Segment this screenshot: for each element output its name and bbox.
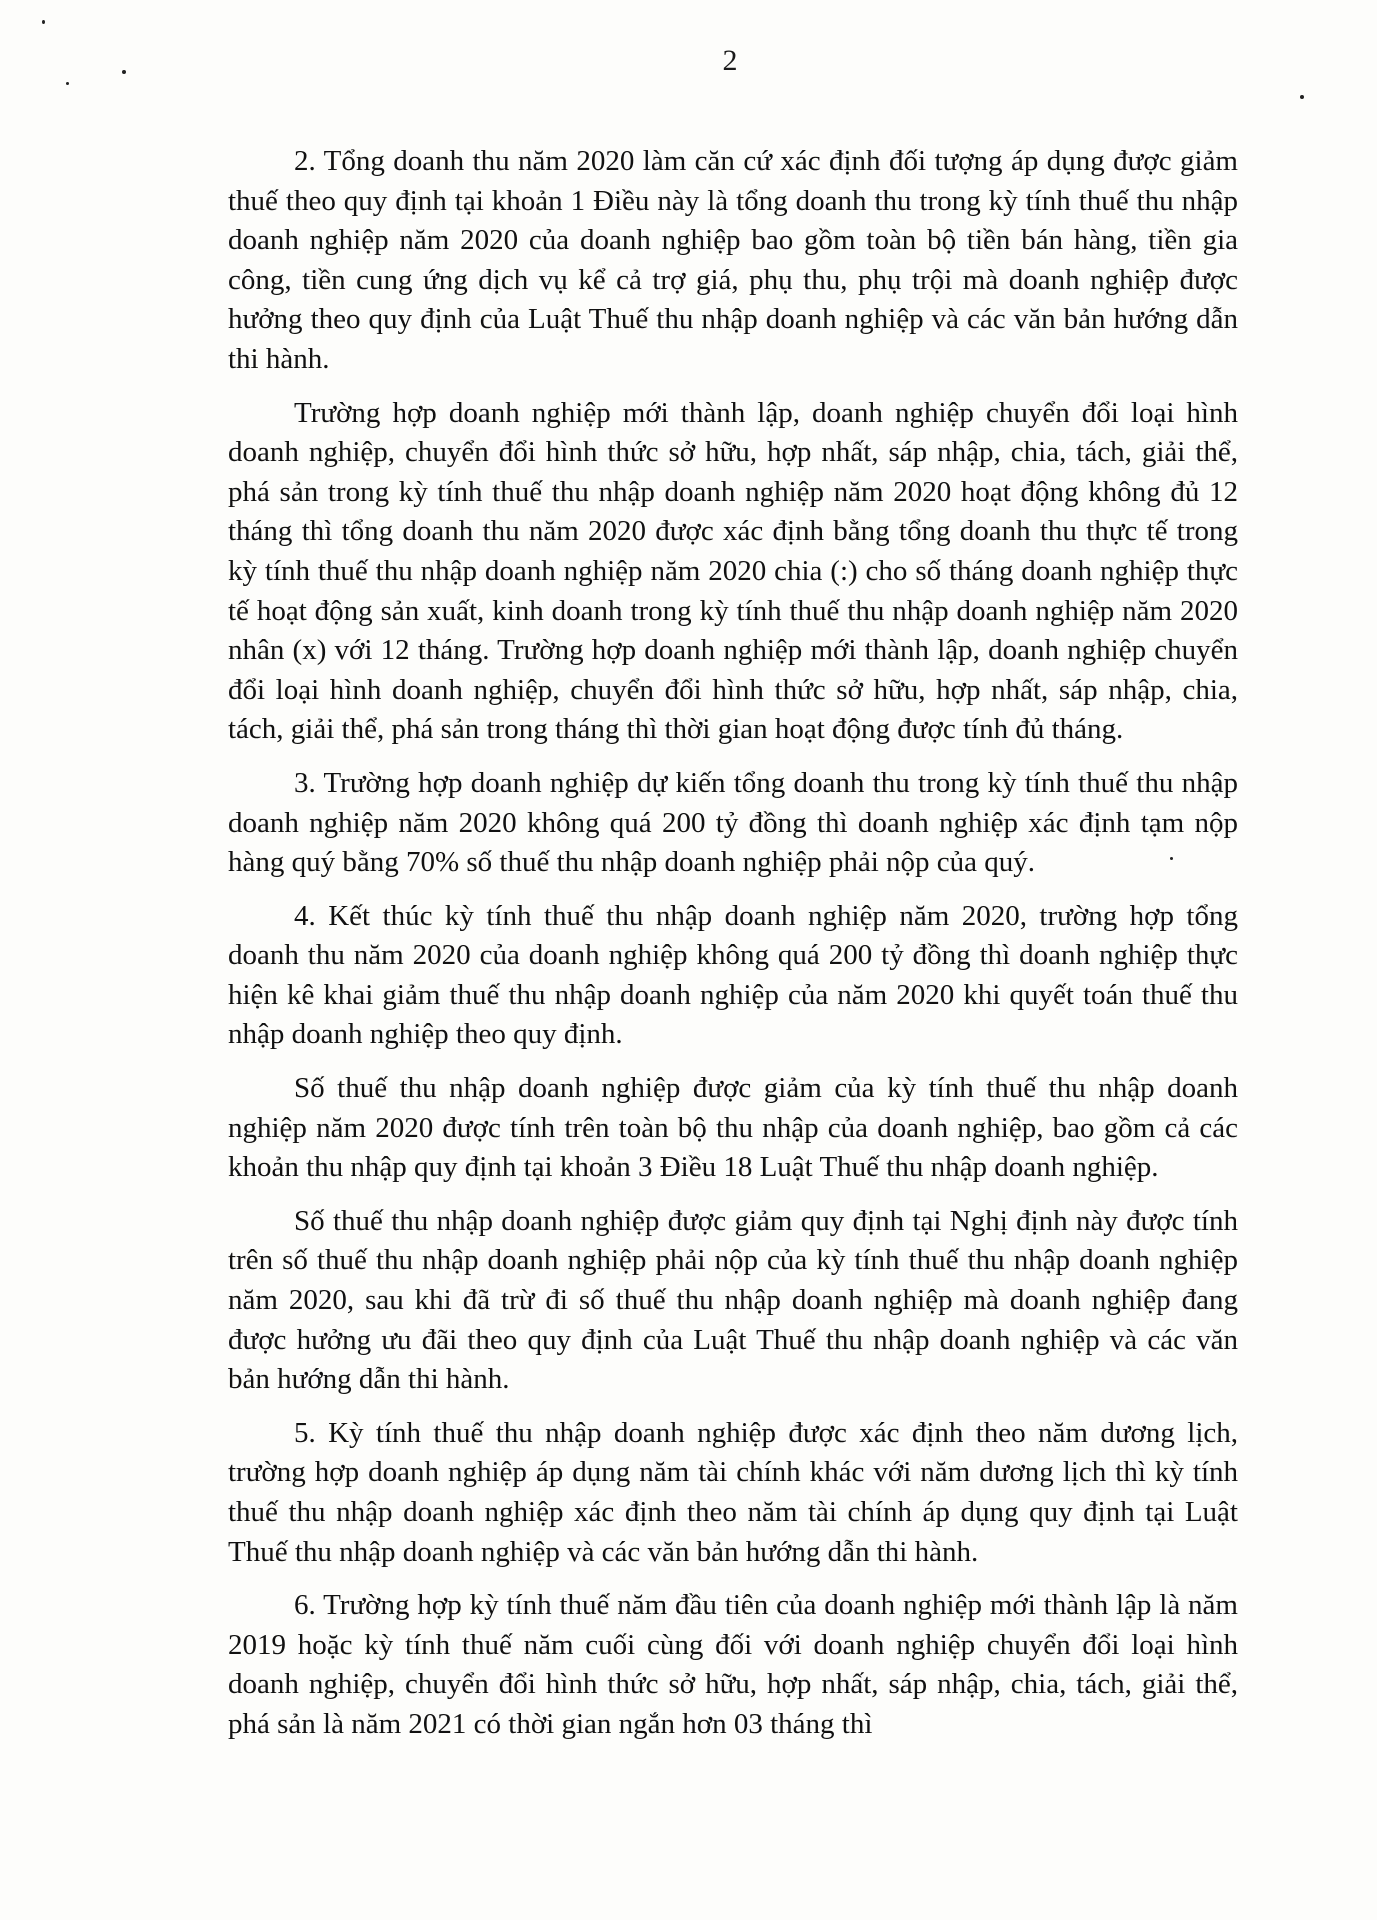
scan-speck — [1300, 95, 1304, 99]
paragraph-clause-3: 3. Trường hợp doanh nghiệp dự kiến tổng doanh thu trong kỳ tính thuế thu nhập doanh nghiệp năm 2020 không quá 200 tỷ đồng thì doanh nghiệp xác định tạm nộp hàng quý bằng 70% số thuế thu nhập doanh nghiệp phải nộp của quý. — [228, 766, 1238, 879]
paragraph-clause-2: 2. Tổng doanh thu năm 2020 làm căn cứ xác định đối tượng áp dụng được giảm thuế theo quy định tại khoản 1 Điều này là tổng doanh thu trong kỳ tính thuế thu nhập doanh nghiệp năm 2020 của doanh nghiệp bao gồm toàn bộ tiền bán hàng, tiền gia công, tiền cung ứng dịch vụ kể cả trợ giá, phụ thu, phụ trội mà doanh nghiệp được hưởng theo quy định của Luật Thuế thu nhập doanh nghiệp và các văn bản hướng dẫn thi hành. — [228, 145, 1238, 375]
paragraph-reduced-tax-calculation: Số thuế thu nhập doanh nghiệp được giảm quy định tại Nghị định này được tính trên số thuế thu nhập doanh nghiệp phải nộp của kỳ tính thuế thu nhập doanh nghiệp năm 2020, sau khi đã trừ đi số thuế thu nhập doanh nghiệp mà doanh nghiệp đang được hưởng ưu đãi theo quy định của Luật Thuế thu nhập doanh nghiệp và các văn bản hướng dẫn thi hành. — [228, 1204, 1238, 1396]
paragraph-new-enterprise: Trường hợp doanh nghiệp mới thành lập, doanh nghiệp chuyển đổi loại hình doanh nghiệp, chuyển đổi hình thức sở hữu, hợp nhất, sáp nhập, chia, tách, giải thể, phá sản trong kỳ tính thuế thu nhập doanh nghiệp năm 2020 hoạt động không đủ 12 tháng thì tổng doanh thu năm 2020 được xác định bằng tổng doanh thu thực tế trong kỳ tính thuế thu nhập doanh nghiệp năm 2020 chia (:) cho số tháng doanh nghiệp thực tế hoạt động sản xuất, kinh doanh trong kỳ tính thuế thu nhập doanh nghiệp năm 2020 nhân (x) với 12 tháng. Trường hợp doanh nghiệp mới thành lập, doanh nghiệp chuyển đổi loại hình doanh nghiệp, chuyển đổi hình thức sở hữu, hợp nhất, sáp nhập, chia, tách, giải thể, phá sản trong tháng thì thời gian hoạt động được tính đủ tháng. — [228, 396, 1238, 746]
paragraph-reduced-tax-scope: Số thuế thu nhập doanh nghiệp được giảm của kỳ tính thuế thu nhập doanh nghiệp năm 2020 được tính trên toàn bộ thu nhập của doanh nghiệp, bao gồm cả các khoản thu nhập quy định tại khoản 3 Điều 18 Luật Thuế thu nhập doanh nghiệp. — [228, 1072, 1238, 1184]
page-number: 2 — [722, 44, 738, 77]
paragraph-clause-4: 4. Kết thúc kỳ tính thuế thu nhập doanh nghiệp năm 2020, trường hợp tổng doanh thu năm 2020 của doanh nghiệp không quá 200 tỷ đồng thì doanh nghiệp thực hiện kê khai giảm thuế thu nhập doanh nghiệp của năm 2020 khi quyết toán thuế thu nhập doanh nghiệp theo quy định. — [228, 899, 1238, 1051]
scan-speck — [42, 20, 45, 24]
scan-speck — [66, 82, 69, 85]
paragraph-clause-6: 6. Trường hợp kỳ tính thuế năm đầu tiên của doanh nghiệp mới thành lập là năm 2019 hoặc kỳ tính thuế năm cuối cùng đối với doanh nghiệp chuyển đổi loại hình doanh nghiệp, chuyển đổi hình thức sở hữu, hợp nhất, sáp nhập, chia, tách, giải thể, phá sản là năm 2021 có thời gian ngắn hơn 03 tháng thì — [228, 1589, 1238, 1740]
body-text — [228, 142, 1238, 1759]
paragraph-clause-5: 5. Kỳ tính thuế thu nhập doanh nghiệp được xác định theo năm dương lịch, trường hợp doanh nghiệp áp dụng năm tài chính khác với năm dương lịch thì kỳ tính thuế thu nhập doanh nghiệp xác định theo năm tài chính áp dụng quy định tại Luật Thuế thu nhập doanh nghiệp và các văn bản hướng dẫn thi hành. — [228, 1416, 1238, 1568]
